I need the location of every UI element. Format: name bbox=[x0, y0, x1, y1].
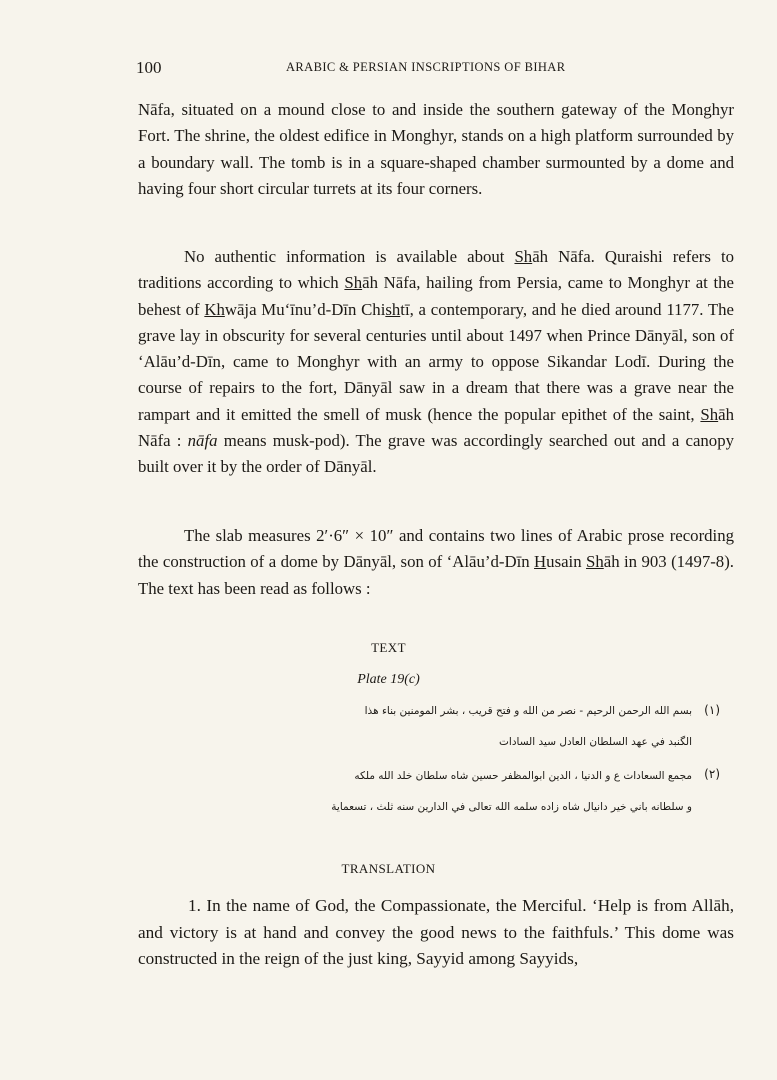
page-header bbox=[136, 58, 736, 82]
arabic-line-1b: الگنبد في عهد السلطان العادل سيد السادات bbox=[499, 736, 692, 748]
paragraph-text: 1. In the name of God, the Compassionate, the Merciful. ‘Help is from Allāh, and victory is at hand and convey the good news to the faithfuls.’ This dome was constructed in the reign of the just king, Sayyid among Sayyids, bbox=[138, 896, 734, 968]
line-number-1: (١) bbox=[704, 703, 720, 717]
arabic-line-2b: و سلطانه باني خير دانيال شاه زاده سلمه الله تعالى في الدارين سنه ثلث ، تسعماية bbox=[331, 801, 692, 813]
paragraph-slab-description bbox=[138, 523, 734, 602]
paragraph-text: Nāfa, situated on a mound close to and inside the southern gateway of the Monghyr Fort. The shrine, the oldest edifice in Monghyr, stands on a high platform surrounded by a boundary wall. The tomb is in a square-shaped chamber surmounted by a dome and having four short circular turrets at its four corners. bbox=[138, 100, 734, 198]
arabic-line-2a: مجمع السعادات ع و الدنيا ، الدين ابوالمظفر حسين شاه سلطان خلد الله ملكه bbox=[354, 770, 692, 782]
plate-reference: Plate 19(c) bbox=[357, 672, 420, 687]
arabic-inscription bbox=[140, 700, 720, 830]
paragraph-shrine-description bbox=[138, 97, 734, 202]
running-title: ARABIC & PERSIAN INSCRIPTIONS OF BIHAR bbox=[286, 60, 566, 74]
paragraph-history bbox=[138, 244, 734, 481]
translation-paragraph bbox=[138, 893, 734, 973]
text-heading: TEXT bbox=[371, 640, 406, 655]
arabic-line-1a: بسم الله الرحمن الرحيم - نصر من الله و فتح قريب ، بشر المومنين بناء هذا bbox=[364, 705, 692, 717]
page-number: 100 bbox=[136, 58, 162, 77]
paragraph-text: The slab measures 2′·6″ × 10″ and contains two lines of Arabic prose recording the construction of a dome by Dānyāl, son of ‘Alāu’d-Dīn Husain Shāh in 903 (1497-8). The text has been read as follows : bbox=[138, 526, 734, 598]
translation-heading: TRANSLATION bbox=[341, 861, 436, 876]
line-number-2: (٢) bbox=[704, 767, 720, 781]
paragraph-text: No authentic information is available about Shāh Nāfa. Quraishi refers to traditions according to which Shāh Nāfa, hailing from Persia, came to Monghyr at the behest of Khwāja Mu‘īnu’d-Dīn Chishtī, a contemporary, and he died around 1177. The grave lay in obscurity for several centuries until about 1497 when Prince Dānyāl, son of ‘Alāu’d-Dīn, came to Monghyr with an army to oppose Sikandar Lodī. During the course of repairs to the fort, Dānyāl saw in a dream that there was a grave near the rampart and it emitted the smell of musk (hence the popular epithet of the saint, Shāh Nāfa : nāfa means musk-pod). The grave was accordingly searched out and a canopy built over it by the order of Dānyāl. bbox=[138, 247, 734, 477]
